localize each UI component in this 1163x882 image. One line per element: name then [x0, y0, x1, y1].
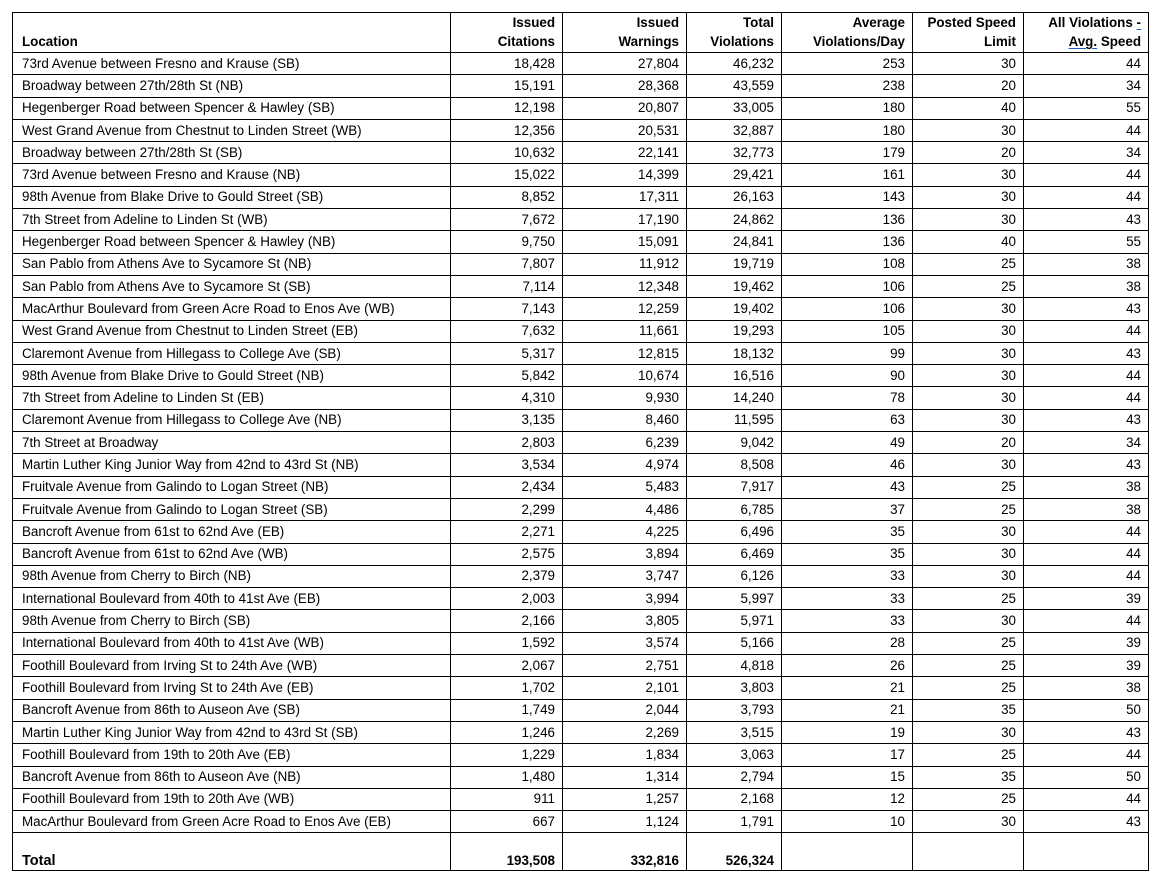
- cell-location[interactable]: 73rd Avenue between Fresno and Krause (NB): [13, 164, 451, 186]
- header-avg-speed[interactable]: All Violations - Avg. Speed: [1024, 13, 1149, 53]
- cell-avg-speed[interactable]: 38: [1024, 253, 1149, 275]
- cell-issued-citations[interactable]: 2,067: [451, 655, 563, 677]
- cell-location[interactable]: 7th Street from Adeline to Linden St (EB): [13, 387, 451, 409]
- cell-posted-speed-limit[interactable]: 30: [913, 387, 1024, 409]
- table-row: [13, 565, 1149, 587]
- cell-issued-citations[interactable]: 1,246: [451, 721, 563, 743]
- cell-avg-speed[interactable]: 55: [1024, 231, 1149, 253]
- cell-posted-speed-limit[interactable]: 25: [913, 744, 1024, 766]
- cell-avg-speed[interactable]: 44: [1024, 320, 1149, 342]
- table-row: [13, 119, 1149, 141]
- cell-location[interactable]: 7th Street from Adeline to Linden St (WB): [13, 209, 451, 231]
- cell-issued-warnings[interactable]: 17,311: [563, 186, 687, 208]
- cell-issued-warnings[interactable]: 1,314: [563, 766, 687, 788]
- cell-issued-citations[interactable]: 2,803: [451, 432, 563, 454]
- cell-avg-speed[interactable]: 34: [1024, 142, 1149, 164]
- cell-posted-speed-limit[interactable]: 30: [913, 811, 1024, 833]
- cell-avg-speed[interactable]: 44: [1024, 565, 1149, 587]
- table-row: [13, 766, 1149, 788]
- cell-location[interactable]: Bancroft Avenue from 61st to 62nd Ave (WB): [13, 543, 451, 565]
- table-row: [13, 342, 1149, 364]
- cell-total-violations[interactable]: 5,997: [687, 588, 782, 610]
- cell-posted-speed-limit[interactable]: 30: [913, 521, 1024, 543]
- cell-average-violations-per-day[interactable]: 35: [782, 543, 913, 565]
- cell-issued-citations[interactable]: 9,750: [451, 231, 563, 253]
- cell-posted-speed-limit[interactable]: 40: [913, 97, 1024, 119]
- cell-average-violations-per-day[interactable]: 12: [782, 788, 913, 810]
- cell-average-violations-per-day[interactable]: 106: [782, 275, 913, 297]
- cell-issued-warnings[interactable]: 14,399: [563, 164, 687, 186]
- cell-posted-speed-limit[interactable]: 25: [913, 632, 1024, 654]
- cell-issued-citations[interactable]: 3,534: [451, 454, 563, 476]
- cell-posted-speed-limit[interactable]: 30: [913, 119, 1024, 141]
- cell-posted-speed-limit[interactable]: 40: [913, 231, 1024, 253]
- cell-average-violations-per-day[interactable]: 161: [782, 164, 913, 186]
- cell-issued-citations[interactable]: 2,379: [451, 565, 563, 587]
- cell-issued-warnings[interactable]: 20,807: [563, 97, 687, 119]
- cell-total-violations[interactable]: 8,508: [687, 454, 782, 476]
- cell-posted-speed-limit[interactable]: 30: [913, 409, 1024, 431]
- cell-issued-warnings[interactable]: 3,994: [563, 588, 687, 610]
- cell-avg-speed[interactable]: 50: [1024, 766, 1149, 788]
- cell-avg-speed[interactable]: 50: [1024, 699, 1149, 721]
- cell-issued-citations[interactable]: 1,702: [451, 677, 563, 699]
- table-row: [13, 97, 1149, 119]
- cell-posted-speed-limit[interactable]: 25: [913, 677, 1024, 699]
- cell-avg-speed[interactable]: 44: [1024, 610, 1149, 632]
- cell-total-violations[interactable]: 2,168: [687, 788, 782, 810]
- cell-location[interactable]: Bancroft Avenue from 86th to Auseon Ave (SB): [13, 699, 451, 721]
- header-total-violations[interactable]: Total Violations: [687, 13, 782, 53]
- cell-total-violations[interactable]: 33,005: [687, 97, 782, 119]
- cell-average-violations-per-day[interactable]: 253: [782, 53, 913, 75]
- cell-issued-citations[interactable]: 2,271: [451, 521, 563, 543]
- total-average-violations-per-day[interactable]: [782, 833, 913, 871]
- cell-issued-citations[interactable]: 18,428: [451, 53, 563, 75]
- cell-issued-citations[interactable]: 7,143: [451, 298, 563, 320]
- cell-posted-speed-limit[interactable]: 25: [913, 498, 1024, 520]
- cell-issued-warnings[interactable]: 3,747: [563, 565, 687, 587]
- cell-average-violations-per-day[interactable]: 106: [782, 298, 913, 320]
- cell-total-violations[interactable]: 11,595: [687, 409, 782, 431]
- header-issued-warnings[interactable]: Issued Warnings: [563, 13, 687, 53]
- cell-issued-citations[interactable]: 5,842: [451, 365, 563, 387]
- cell-issued-warnings[interactable]: 2,101: [563, 677, 687, 699]
- cell-average-violations-per-day[interactable]: 46: [782, 454, 913, 476]
- cell-avg-speed[interactable]: 44: [1024, 788, 1149, 810]
- cell-issued-citations[interactable]: 4,310: [451, 387, 563, 409]
- cell-total-violations[interactable]: 14,240: [687, 387, 782, 409]
- table-row: [13, 186, 1149, 208]
- header-posted-speed-limit[interactable]: Posted Speed Limit: [913, 13, 1024, 53]
- cell-posted-speed-limit[interactable]: 25: [913, 588, 1024, 610]
- table-row: [13, 721, 1149, 743]
- cell-average-violations-per-day[interactable]: 35: [782, 521, 913, 543]
- cell-average-violations-per-day[interactable]: 238: [782, 75, 913, 97]
- cell-posted-speed-limit[interactable]: 30: [913, 721, 1024, 743]
- cell-location[interactable]: MacArthur Boulevard from Green Acre Road to Enos Ave (EB): [13, 811, 451, 833]
- cell-location[interactable]: West Grand Avenue from Chestnut to Linden Street (EB): [13, 320, 451, 342]
- cell-issued-warnings[interactable]: 3,894: [563, 543, 687, 565]
- cell-average-violations-per-day[interactable]: 37: [782, 498, 913, 520]
- cell-issued-warnings[interactable]: 4,225: [563, 521, 687, 543]
- cell-avg-speed[interactable]: 44: [1024, 53, 1149, 75]
- cell-posted-speed-limit[interactable]: 30: [913, 298, 1024, 320]
- cell-posted-speed-limit[interactable]: 35: [913, 766, 1024, 788]
- cell-posted-speed-limit[interactable]: 30: [913, 320, 1024, 342]
- cell-issued-warnings[interactable]: 1,257: [563, 788, 687, 810]
- table-row: [13, 610, 1149, 632]
- table-row: [13, 811, 1149, 833]
- table-row: [13, 632, 1149, 654]
- cell-location[interactable]: Bancroft Avenue from 86th to Auseon Ave (NB): [13, 766, 451, 788]
- cell-total-violations[interactable]: 5,166: [687, 632, 782, 654]
- cell-total-violations[interactable]: 2,794: [687, 766, 782, 788]
- cell-total-violations[interactable]: 3,803: [687, 677, 782, 699]
- cell-posted-speed-limit[interactable]: 30: [913, 565, 1024, 587]
- table-row: [13, 543, 1149, 565]
- cell-average-violations-per-day[interactable]: 108: [782, 253, 913, 275]
- cell-issued-warnings[interactable]: 2,269: [563, 721, 687, 743]
- cell-avg-speed[interactable]: 43: [1024, 721, 1149, 743]
- cell-avg-speed[interactable]: 44: [1024, 186, 1149, 208]
- cell-avg-speed[interactable]: 55: [1024, 97, 1149, 119]
- cell-issued-warnings[interactable]: 10,674: [563, 365, 687, 387]
- cell-avg-speed[interactable]: 44: [1024, 387, 1149, 409]
- cell-total-violations[interactable]: 29,421: [687, 164, 782, 186]
- cell-location[interactable]: Broadway between 27th/28th St (SB): [13, 142, 451, 164]
- cell-total-violations[interactable]: 43,559: [687, 75, 782, 97]
- cell-posted-speed-limit[interactable]: 30: [913, 543, 1024, 565]
- total-avg-speed[interactable]: [1024, 833, 1149, 871]
- cell-issued-warnings[interactable]: 22,141: [563, 142, 687, 164]
- cell-location[interactable]: Bancroft Avenue from 61st to 62nd Ave (EB): [13, 521, 451, 543]
- cell-posted-speed-limit[interactable]: 30: [913, 164, 1024, 186]
- header-row: [13, 13, 1149, 53]
- cell-issued-warnings[interactable]: 3,574: [563, 632, 687, 654]
- cell-issued-warnings[interactable]: 27,804: [563, 53, 687, 75]
- header-location[interactable]: Location: [13, 13, 451, 53]
- cell-average-violations-per-day[interactable]: 10: [782, 811, 913, 833]
- table-row: [13, 409, 1149, 431]
- cell-total-violations[interactable]: 1,791: [687, 811, 782, 833]
- cell-location[interactable]: San Pablo from Athens Ave to Sycamore St (SB): [13, 275, 451, 297]
- cell-average-violations-per-day[interactable]: 136: [782, 209, 913, 231]
- cell-location[interactable]: Fruitvale Avenue from Galindo to Logan Street (SB): [13, 498, 451, 520]
- cell-total-violations[interactable]: 6,785: [687, 498, 782, 520]
- cell-issued-warnings[interactable]: 12,259: [563, 298, 687, 320]
- table-row: [13, 476, 1149, 498]
- cell-issued-citations[interactable]: 7,807: [451, 253, 563, 275]
- cell-average-violations-per-day[interactable]: 15: [782, 766, 913, 788]
- table-row: [13, 164, 1149, 186]
- table-row: [13, 53, 1149, 75]
- cell-total-violations[interactable]: 4,818: [687, 655, 782, 677]
- cell-issued-warnings[interactable]: 5,483: [563, 476, 687, 498]
- cell-issued-citations[interactable]: 1,592: [451, 632, 563, 654]
- cell-average-violations-per-day[interactable]: 136: [782, 231, 913, 253]
- cell-total-violations[interactable]: 6,126: [687, 565, 782, 587]
- cell-issued-citations[interactable]: 10,632: [451, 142, 563, 164]
- cell-total-violations[interactable]: 18,132: [687, 342, 782, 364]
- cell-location[interactable]: Foothill Boulevard from 19th to 20th Ave (WB): [13, 788, 451, 810]
- table-row: [13, 588, 1149, 610]
- spreadsheet: [12, 12, 1149, 871]
- cell-posted-speed-limit[interactable]: 30: [913, 610, 1024, 632]
- cell-total-violations[interactable]: 3,063: [687, 744, 782, 766]
- cell-avg-speed[interactable]: 44: [1024, 164, 1149, 186]
- cell-total-violations[interactable]: 32,773: [687, 142, 782, 164]
- cell-issued-warnings[interactable]: 28,368: [563, 75, 687, 97]
- cell-issued-citations[interactable]: 2,434: [451, 476, 563, 498]
- cell-location[interactable]: 73rd Avenue between Fresno and Krause (SB): [13, 53, 451, 75]
- cell-issued-citations[interactable]: 15,191: [451, 75, 563, 97]
- cell-avg-speed[interactable]: 44: [1024, 365, 1149, 387]
- cell-location[interactable]: Claremont Avenue from Hillegass to College Ave (SB): [13, 342, 451, 364]
- table-row: [13, 75, 1149, 97]
- cell-avg-speed[interactable]: 43: [1024, 342, 1149, 364]
- table-row: [13, 655, 1149, 677]
- cell-issued-warnings[interactable]: 8,460: [563, 409, 687, 431]
- cell-avg-speed[interactable]: 43: [1024, 209, 1149, 231]
- total-row: [13, 833, 1149, 871]
- table-row: [13, 142, 1149, 164]
- cell-avg-speed[interactable]: 34: [1024, 432, 1149, 454]
- cell-average-violations-per-day[interactable]: 180: [782, 119, 913, 141]
- cell-total-violations[interactable]: 19,462: [687, 275, 782, 297]
- cell-issued-citations[interactable]: 911: [451, 788, 563, 810]
- cell-location[interactable]: MacArthur Boulevard from Green Acre Road to Enos Ave (WB): [13, 298, 451, 320]
- cell-total-violations[interactable]: 5,971: [687, 610, 782, 632]
- cell-avg-speed[interactable]: 39: [1024, 588, 1149, 610]
- cell-average-violations-per-day[interactable]: 99: [782, 342, 913, 364]
- cell-total-violations[interactable]: 16,516: [687, 365, 782, 387]
- cell-location[interactable]: Claremont Avenue from Hillegass to College Ave (NB): [13, 409, 451, 431]
- cell-location[interactable]: International Boulevard from 40th to 41st Ave (WB): [13, 632, 451, 654]
- cell-posted-speed-limit[interactable]: 30: [913, 342, 1024, 364]
- cell-posted-speed-limit[interactable]: 30: [913, 53, 1024, 75]
- cell-posted-speed-limit[interactable]: 25: [913, 253, 1024, 275]
- cell-average-violations-per-day[interactable]: 26: [782, 655, 913, 677]
- cell-posted-speed-limit[interactable]: 25: [913, 655, 1024, 677]
- cell-avg-speed[interactable]: 43: [1024, 298, 1149, 320]
- cell-avg-speed[interactable]: 43: [1024, 409, 1149, 431]
- cell-issued-warnings[interactable]: 9,930: [563, 387, 687, 409]
- cell-avg-speed[interactable]: 43: [1024, 811, 1149, 833]
- cell-average-violations-per-day[interactable]: 33: [782, 610, 913, 632]
- cell-posted-speed-limit[interactable]: 20: [913, 142, 1024, 164]
- table-row: [13, 231, 1149, 253]
- table-row: [13, 253, 1149, 275]
- table-row: [13, 275, 1149, 297]
- cell-average-violations-per-day[interactable]: 19: [782, 721, 913, 743]
- cell-average-violations-per-day[interactable]: 105: [782, 320, 913, 342]
- cell-location[interactable]: 7th Street at Broadway: [13, 432, 451, 454]
- cell-total-violations[interactable]: 26,163: [687, 186, 782, 208]
- cell-issued-citations[interactable]: 7,114: [451, 275, 563, 297]
- cell-location[interactable]: Broadway between 27th/28th St (NB): [13, 75, 451, 97]
- cell-location[interactable]: Hegenberger Road between Spencer & Hawley (SB): [13, 97, 451, 119]
- cell-average-violations-per-day[interactable]: 63: [782, 409, 913, 431]
- cell-average-violations-per-day[interactable]: 17: [782, 744, 913, 766]
- cell-issued-citations[interactable]: 1,480: [451, 766, 563, 788]
- cell-total-violations[interactable]: 3,793: [687, 699, 782, 721]
- cell-posted-speed-limit[interactable]: 30: [913, 209, 1024, 231]
- cell-average-violations-per-day[interactable]: 43: [782, 476, 913, 498]
- cell-posted-speed-limit[interactable]: 30: [913, 186, 1024, 208]
- cell-total-violations[interactable]: 6,496: [687, 521, 782, 543]
- cell-avg-speed[interactable]: 34: [1024, 75, 1149, 97]
- cell-average-violations-per-day[interactable]: 78: [782, 387, 913, 409]
- cell-average-violations-per-day[interactable]: 49: [782, 432, 913, 454]
- cell-average-violations-per-day[interactable]: 28: [782, 632, 913, 654]
- cell-posted-speed-limit[interactable]: 20: [913, 432, 1024, 454]
- cell-total-violations[interactable]: 7,917: [687, 476, 782, 498]
- table-row: [13, 521, 1149, 543]
- cell-posted-speed-limit[interactable]: 25: [913, 275, 1024, 297]
- total-issued-warnings[interactable]: 332,816: [563, 833, 687, 871]
- cell-location[interactable]: Foothill Boulevard from Irving St to 24th Ave (EB): [13, 677, 451, 699]
- cell-location[interactable]: 98th Avenue from Blake Drive to Gould Street (SB): [13, 186, 451, 208]
- cell-avg-speed[interactable]: 38: [1024, 275, 1149, 297]
- cell-issued-warnings[interactable]: 1,834: [563, 744, 687, 766]
- cell-average-violations-per-day[interactable]: 33: [782, 588, 913, 610]
- cell-issued-citations[interactable]: 3,135: [451, 409, 563, 431]
- cell-average-violations-per-day[interactable]: 90: [782, 365, 913, 387]
- cell-average-violations-per-day[interactable]: 21: [782, 677, 913, 699]
- table-row: [13, 454, 1149, 476]
- cell-avg-speed[interactable]: 44: [1024, 543, 1149, 565]
- cell-issued-citations[interactable]: 2,166: [451, 610, 563, 632]
- header-issued-citations[interactable]: Issued Citations: [451, 13, 563, 53]
- cell-location[interactable]: Martin Luther King Junior Way from 42nd to 43rd St (SB): [13, 721, 451, 743]
- cell-issued-citations[interactable]: 2,575: [451, 543, 563, 565]
- cell-issued-warnings[interactable]: 15,091: [563, 231, 687, 253]
- table-row: [13, 387, 1149, 409]
- cell-issued-citations[interactable]: 1,229: [451, 744, 563, 766]
- cell-issued-citations[interactable]: 7,632: [451, 320, 563, 342]
- cell-avg-speed[interactable]: 44: [1024, 744, 1149, 766]
- cell-total-violations[interactable]: 6,469: [687, 543, 782, 565]
- cell-total-violations[interactable]: 24,862: [687, 209, 782, 231]
- cell-issued-citations[interactable]: 8,852: [451, 186, 563, 208]
- cell-average-violations-per-day[interactable]: 33: [782, 565, 913, 587]
- table-row: [13, 498, 1149, 520]
- table-row: [13, 699, 1149, 721]
- cell-average-violations-per-day[interactable]: 143: [782, 186, 913, 208]
- table-row: [13, 320, 1149, 342]
- table-row: [13, 365, 1149, 387]
- table-row: [13, 744, 1149, 766]
- cell-location[interactable]: San Pablo from Athens Ave to Sycamore St (NB): [13, 253, 451, 275]
- table-row: [13, 432, 1149, 454]
- header-average-violations-per-day[interactable]: Average Violations/Day: [782, 13, 913, 53]
- cell-total-violations[interactable]: 19,402: [687, 298, 782, 320]
- total-posted-speed-limit[interactable]: [913, 833, 1024, 871]
- cell-issued-warnings[interactable]: 12,815: [563, 342, 687, 364]
- cell-issued-citations[interactable]: 5,317: [451, 342, 563, 364]
- cell-location[interactable]: West Grand Avenue from Chestnut to Linden Street (WB): [13, 119, 451, 141]
- cell-avg-speed[interactable]: 44: [1024, 521, 1149, 543]
- cell-issued-warnings[interactable]: 1,124: [563, 811, 687, 833]
- cell-issued-warnings[interactable]: 4,974: [563, 454, 687, 476]
- cell-issued-warnings[interactable]: 2,044: [563, 699, 687, 721]
- cell-issued-citations[interactable]: 15,022: [451, 164, 563, 186]
- cell-issued-citations[interactable]: 2,003: [451, 588, 563, 610]
- cell-avg-speed[interactable]: 38: [1024, 677, 1149, 699]
- cell-avg-speed[interactable]: 38: [1024, 498, 1149, 520]
- cell-total-violations[interactable]: 24,841: [687, 231, 782, 253]
- cell-issued-warnings[interactable]: 2,751: [563, 655, 687, 677]
- cell-issued-citations[interactable]: 2,299: [451, 498, 563, 520]
- cell-posted-speed-limit[interactable]: 20: [913, 75, 1024, 97]
- cell-issued-warnings[interactable]: 20,531: [563, 119, 687, 141]
- cell-posted-speed-limit[interactable]: 35: [913, 699, 1024, 721]
- cell-location[interactable]: 98th Avenue from Blake Drive to Gould Street (NB): [13, 365, 451, 387]
- cell-total-violations[interactable]: 19,719: [687, 253, 782, 275]
- cell-average-violations-per-day[interactable]: 179: [782, 142, 913, 164]
- cell-issued-warnings[interactable]: 12,348: [563, 275, 687, 297]
- cell-avg-speed[interactable]: 39: [1024, 655, 1149, 677]
- table-row: [13, 788, 1149, 810]
- cell-issued-citations[interactable]: 12,356: [451, 119, 563, 141]
- cell-issued-citations[interactable]: 12,198: [451, 97, 563, 119]
- cell-avg-speed[interactable]: 38: [1024, 476, 1149, 498]
- cell-issued-warnings[interactable]: 4,486: [563, 498, 687, 520]
- total-issued-citations[interactable]: 193,508: [451, 833, 563, 871]
- cell-posted-speed-limit[interactable]: 30: [913, 365, 1024, 387]
- cell-average-violations-per-day[interactable]: 180: [782, 97, 913, 119]
- cell-issued-warnings[interactable]: 6,239: [563, 432, 687, 454]
- cell-total-violations[interactable]: 19,293: [687, 320, 782, 342]
- total-label[interactable]: Total: [13, 833, 451, 871]
- cell-location[interactable]: Martin Luther King Junior Way from 42nd to 43rd St (NB): [13, 454, 451, 476]
- cell-location[interactable]: International Boulevard from 40th to 41st Ave (EB): [13, 588, 451, 610]
- cell-total-violations[interactable]: 46,232: [687, 53, 782, 75]
- cell-issued-citations[interactable]: 667: [451, 811, 563, 833]
- cell-location[interactable]: Hegenberger Road between Spencer & Hawley (NB): [13, 231, 451, 253]
- speed-violations-table: [12, 12, 1149, 871]
- cell-location[interactable]: 98th Avenue from Cherry to Birch (NB): [13, 565, 451, 587]
- cell-posted-speed-limit[interactable]: 25: [913, 788, 1024, 810]
- cell-total-violations[interactable]: 3,515: [687, 721, 782, 743]
- cell-avg-speed[interactable]: 44: [1024, 119, 1149, 141]
- table-row: [13, 677, 1149, 699]
- cell-total-violations[interactable]: 9,042: [687, 432, 782, 454]
- cell-issued-warnings[interactable]: 11,912: [563, 253, 687, 275]
- cell-avg-speed[interactable]: 43: [1024, 454, 1149, 476]
- cell-issued-warnings[interactable]: 17,190: [563, 209, 687, 231]
- total-total-violations[interactable]: 526,324: [687, 833, 782, 871]
- cell-location[interactable]: Foothill Boulevard from Irving St to 24th Ave (WB): [13, 655, 451, 677]
- cell-posted-speed-limit[interactable]: 30: [913, 454, 1024, 476]
- table-row: [13, 209, 1149, 231]
- cell-issued-warnings[interactable]: 3,805: [563, 610, 687, 632]
- cell-location[interactable]: Fruitvale Avenue from Galindo to Logan Street (NB): [13, 476, 451, 498]
- cell-location[interactable]: 98th Avenue from Cherry to Birch (SB): [13, 610, 451, 632]
- cell-total-violations[interactable]: 32,887: [687, 119, 782, 141]
- cell-average-violations-per-day[interactable]: 21: [782, 699, 913, 721]
- cell-issued-citations[interactable]: 7,672: [451, 209, 563, 231]
- cell-avg-speed[interactable]: 39: [1024, 632, 1149, 654]
- cell-issued-warnings[interactable]: 11,661: [563, 320, 687, 342]
- cell-posted-speed-limit[interactable]: 25: [913, 476, 1024, 498]
- table-row: [13, 298, 1149, 320]
- cell-issued-citations[interactable]: 1,749: [451, 699, 563, 721]
- cell-location[interactable]: Foothill Boulevard from 19th to 20th Ave (EB): [13, 744, 451, 766]
